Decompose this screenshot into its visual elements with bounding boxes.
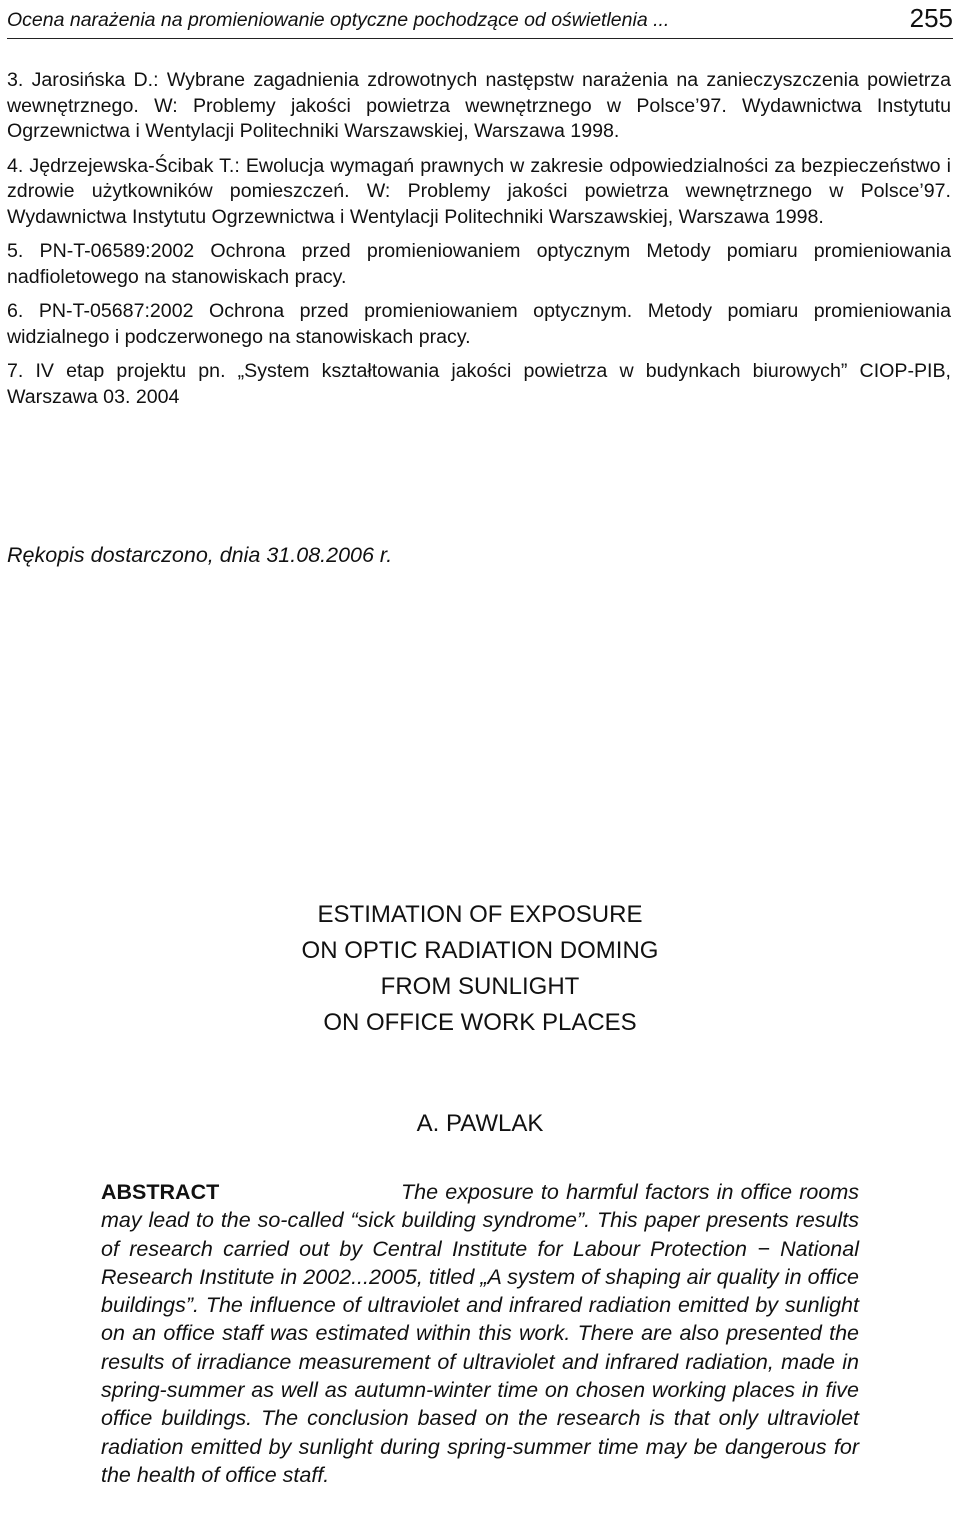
english-title-line: ESTIMATION OF EXPOSURE xyxy=(317,901,643,928)
abstract xyxy=(101,1178,859,1489)
reference-list xyxy=(7,68,951,419)
reference-item-4: 4. Jędrzejewska-Ścibak T.: Ewolucja wymagań prawnych w zakresie odpowiedzialności za bezpieczeństwo i zdrowie użytkowników pomieszczeń. W: Problemy jakości powietrza wewnętrznego w Polsce’97. Wydawnictwa Instytutu Ogrzewnictwa i Wentylacji Politechniki Warszawskiej, Warszawa 1998. xyxy=(7,154,951,228)
english-title-line: FROM SUNLIGHT xyxy=(380,973,580,1000)
author-name: A. PAWLAK xyxy=(416,1110,544,1137)
abstract-label: ABSTRACT xyxy=(101,1180,220,1204)
english-title xyxy=(0,897,960,1041)
reference-item-3: 3. Jarosińska D.: Wybrane zagadnienia zdrowotnych następstw narażenia na zanieczyszczenia powietrza wewnętrznego. W: Problemy jakości powietrza wewnętrznego w Polsce’97. Wydawnictwa Instytutu Ogrzewnictwa i Wentylacji Politechniki Warszawskiej, Warszawa 1998. xyxy=(7,69,951,142)
reference-item-5: 5. PN-T-06589:2002 Ochrona przed promieniowaniem optycznym Metody pomiaru promieniowania nadfioletowego na stanowiskach pracy. xyxy=(7,240,951,288)
english-title-line: ON OFFICE WORK PLACES xyxy=(323,1009,637,1036)
english-title-line: ON OPTIC RADIATION DOMING xyxy=(301,937,659,964)
running-header-title: Ocena narażenia na promieniowanie optyczne pochodzące od oświetlenia ... xyxy=(7,9,670,31)
page-number: 255 xyxy=(909,3,953,33)
abstract-text: The exposure to harmful factors in office rooms may lead to the so-called “sick building syndrome”. This paper presents results of research carried out by Central Institute for Labour Protection − National Research Institute in 2002...2005, titled „A system of shaping air quality in office buildings”. The influence of ultraviolet and infrared radiation emitted by sunlight on an office staff was estimated within this work. There are also presented the results of irradiance measurement of ultraviolet and infrared radiation, made in spring-summer as well as autumn-winter time on chosen working places in five office buildings. The conclusion based on the research is that only ultraviolet radiation emitted by sunlight during spring-summer time may be dangerous for the health of office staff. xyxy=(101,1180,859,1487)
manuscript-received-date: Rękopis dostarczono, dnia 31.08.2006 r. xyxy=(7,543,393,567)
reference-item-6: 6. PN-T-05687:2002 Ochrona przed promieniowaniem optycznym. Metody pomiaru promieniowania widzialnego i podczerwonego na stanowiskach pracy. xyxy=(7,300,951,348)
reference-item-7: 7. IV etap projektu pn. „System kształtowania jakości powietrza w budynkach biurowych” CIOP-PIB, Warszawa 03. 2004 xyxy=(7,360,951,408)
running-header xyxy=(7,2,953,39)
